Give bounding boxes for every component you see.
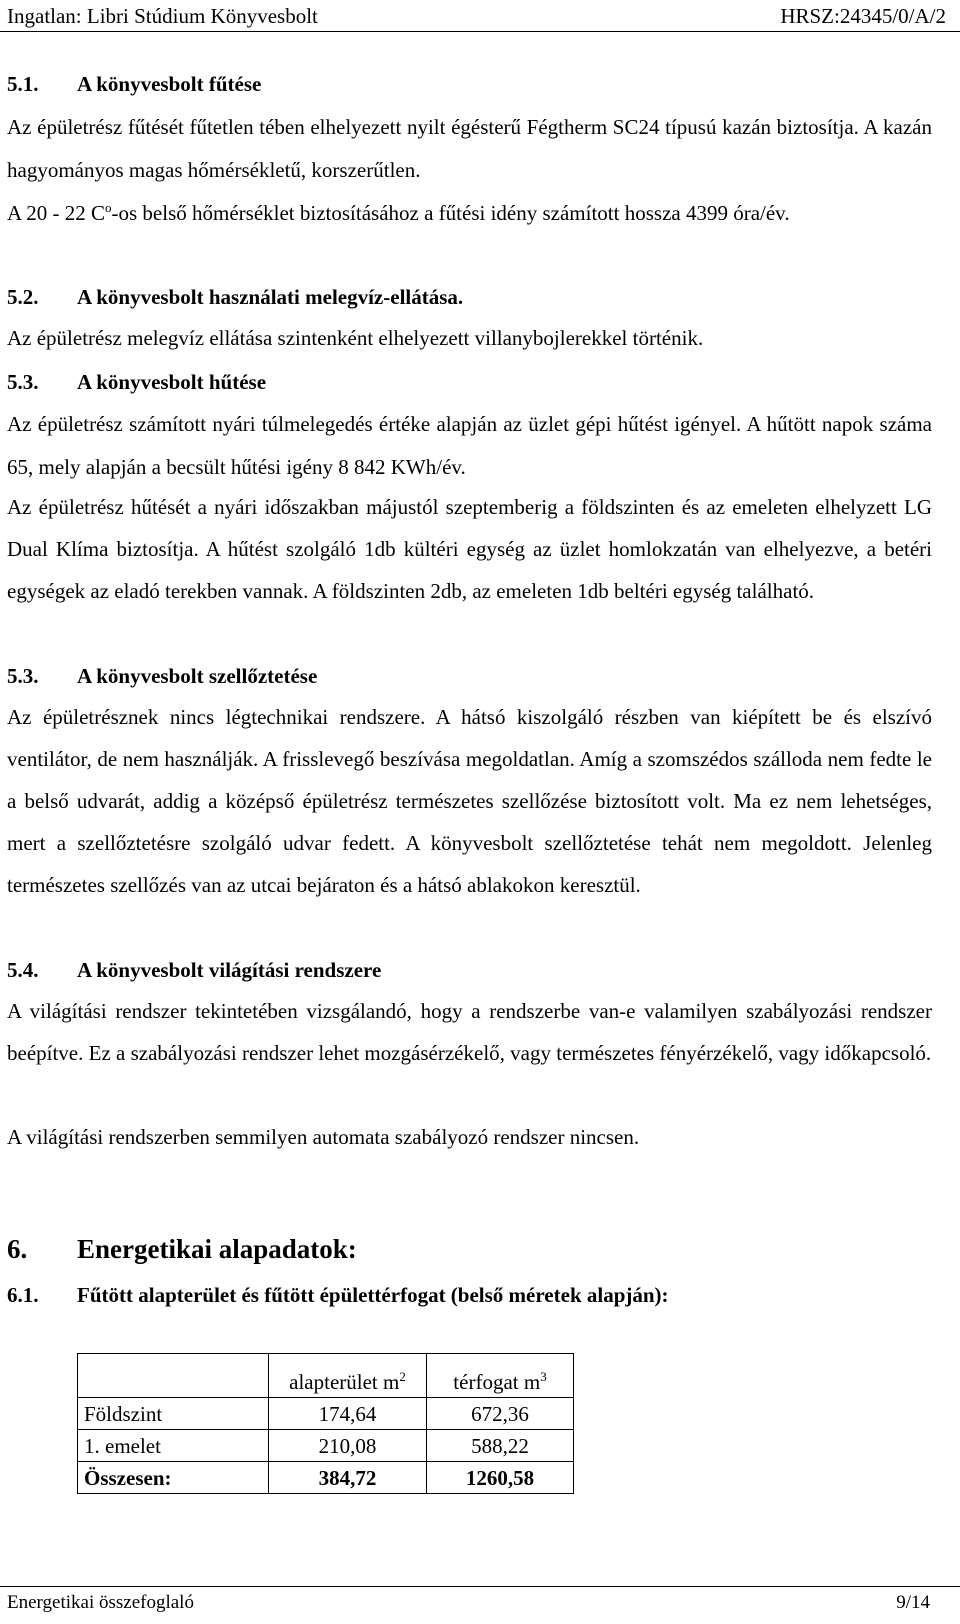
heading-number: 6.1. bbox=[7, 1283, 39, 1307]
footer-rule bbox=[0, 1586, 960, 1587]
text-fragment: -os belső hőmérséklet biztosításához a fűtési idény számított hossza 4399 óra/év. bbox=[111, 201, 790, 225]
header-property-name: Ingatlan: Libri Stúdium Könyvesbolt bbox=[7, 4, 318, 28]
heading-title: A könyvesbolt szellőztetése bbox=[77, 664, 318, 688]
text-fragment: A 20 - 22 C bbox=[7, 201, 106, 225]
heading-6 bbox=[7, 1234, 357, 1265]
heading-5-1 bbox=[7, 72, 261, 97]
row-volume: 588,22 bbox=[427, 1430, 574, 1462]
row-label: Földszint bbox=[78, 1398, 269, 1430]
table-header-row bbox=[78, 1354, 574, 1398]
heading-number: 5.4. bbox=[7, 958, 39, 982]
total-volume: 1260,58 bbox=[427, 1462, 574, 1494]
footer-document-name: Energetikai összefoglaló bbox=[7, 1592, 194, 1613]
paragraph-hot-water: Az épületrész melegvíz ellátása szintenként elhelyezett villanybojlerekkel történik. bbox=[7, 326, 704, 350]
heading-6-1 bbox=[7, 1283, 669, 1308]
heading-number: 5.3. bbox=[7, 370, 39, 394]
heading-number: 5.2. bbox=[7, 285, 39, 309]
table-header-area bbox=[269, 1354, 427, 1398]
heading-title: Energetikai alapadatok: bbox=[77, 1234, 357, 1264]
heading-5-4 bbox=[7, 958, 381, 983]
heading-title: A könyvesbolt hűtése bbox=[77, 370, 267, 394]
paragraph-cooling-units: Az épületrész hűtését a nyári időszakban májustól szeptemberig a földszinten és az emeleten elhelyzett LG Dual Klíma biztosítja. A hűtést szolgáló 1db kültéri egység az üzlet homlokzatán van elhelyezve, a betéri egységek az eladó terekben vannak. A földszinten 2db, az emeleten 1db beltéri egység található. bbox=[7, 495, 932, 603]
heading-5-3-ventilation bbox=[7, 664, 317, 689]
heading-number: 6. bbox=[7, 1234, 28, 1264]
heading-title: A könyvesbolt világítási rendszere bbox=[77, 958, 382, 982]
header-lot-number: HRSZ:24345/0/A/2 bbox=[780, 4, 946, 28]
paragraph-heating-boiler: Az épületrész fűtését fűtetlen tében elhelyezett nyilt égésterű Fégtherm SC24 típusú kazán biztosítja. A kazán hagyományos magas hőmérsékletű, korszerűtlen. bbox=[7, 115, 932, 182]
superscript-3: 3 bbox=[540, 1369, 547, 1384]
header-rule bbox=[0, 31, 960, 32]
heading-5-3-cooling bbox=[7, 370, 266, 395]
superscript-2: 2 bbox=[399, 1369, 406, 1384]
heading-number: 5.3. bbox=[7, 664, 39, 688]
heading-5-2 bbox=[7, 285, 463, 310]
heading-number: 5.1. bbox=[7, 72, 39, 96]
paragraph-heating-season bbox=[7, 192, 932, 235]
heading-title: Fűtött alapterület és fűtött épülettérfogat (belső méretek alapján): bbox=[77, 1283, 669, 1307]
floor-area-volume-table bbox=[77, 1353, 574, 1494]
paragraph-lighting-result: A világítási rendszerben semmilyen automata szabályozó rendszer nincsen. bbox=[7, 1125, 640, 1149]
heading-title: A könyvesbolt fűtése bbox=[77, 72, 262, 96]
footer-page-number: 9/14 bbox=[896, 1592, 930, 1613]
row-area: 174,64 bbox=[269, 1398, 427, 1430]
total-area: 384,72 bbox=[269, 1462, 427, 1494]
row-label: 1. emelet bbox=[78, 1430, 269, 1462]
heading-title: A könyvesbolt használati melegvíz-ellátása. bbox=[77, 285, 464, 309]
table-header-volume bbox=[427, 1354, 574, 1398]
table-header-cell bbox=[78, 1354, 269, 1398]
paragraph-lighting-check: A világítási rendszer tekintetében vizsgálandó, hogy a rendszerbe van-e valamilyen szabályozási rendszer beépítve. Ez a szabályozási rendszer lehet mozgásérzékelő, vagy természetes fényérzékelő, vagy időkapcsoló. bbox=[7, 999, 932, 1065]
table-total-row bbox=[78, 1462, 574, 1494]
table-row bbox=[78, 1430, 574, 1462]
paragraph-ventilation: Az épületrésznek nincs légtechnikai rendszere. A hátsó kiszolgáló részben van kiépített be és elszívó ventilátor, de nem használják. A frisslevegő beszívása megoldatlan. Amíg a szomszédos szálloda nem fedte le a belső udvarát, addig a középső épületrész természetes szellőzése biztosított volt. Ma ez nem lehetséges, mert a szellőztetésre szolgáló udvar fedett. A könyvesbolt szellőztetése tehát nem megoldott. Jelenleg természetes szellőzés van az utcai bejáraton és a hátsó ablakokon keresztül. bbox=[7, 705, 932, 897]
table-row bbox=[78, 1398, 574, 1430]
paragraph-cooling-demand: Az épületrész számított nyári túlmelegedés értéke alapján az üzlet gépi hűtést igényel. A hűtött napok száma 65, mely alapján a becsült hűtési igény 8 842 KWh/év. bbox=[7, 412, 932, 479]
row-volume: 672,36 bbox=[427, 1398, 574, 1430]
header-text: alapterület m bbox=[289, 1370, 400, 1394]
row-area: 210,08 bbox=[269, 1430, 427, 1462]
total-label: Összesen: bbox=[78, 1462, 269, 1494]
superscript-degree: o bbox=[105, 200, 112, 215]
header-text: térfogat m bbox=[453, 1370, 541, 1394]
